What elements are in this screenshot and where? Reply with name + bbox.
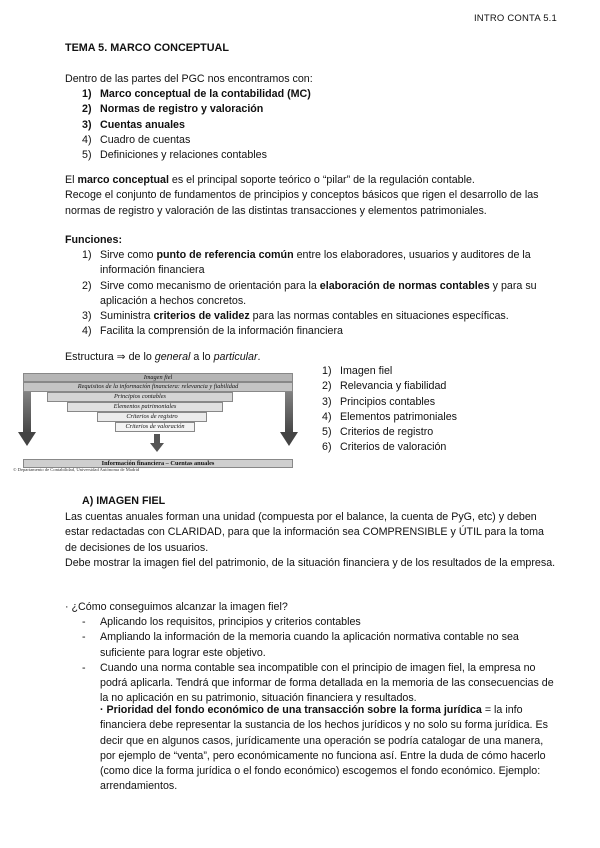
diagram-bar: Criterios de valoración: [115, 422, 195, 432]
imagen-fiel-question: · ¿Cómo conseguimos alcanzar la imagen fiel?: [65, 601, 288, 613]
list-item: 4) Elementos patrimoniales: [322, 410, 458, 423]
section-a-paragraph-1: Las cuentas anuales forman una unidad (compuesta por el balance, la cuenta de PyG, etc) y deben estar redactadas con CLARIDAD, para que la información sea COMPRENSIBLE y ÚTIL para la toma de decisiones de los usuarios.: [65, 511, 544, 554]
list-item: 1) Marco conceptual de la contabilidad (MC): [82, 88, 311, 100]
section-a-heading: A) IMAGEN FIEL: [82, 495, 166, 507]
diagram-bar: Principios contables: [47, 392, 233, 402]
diagram-bar: Requisitos de la información financiera: relevancia y fiabilidad: [23, 382, 293, 392]
marco-conceptual-paragraph: El marco conceptual es el principal soporte teórico o “pilar” de la regulación contable. Recoge el conjunto de fundamentos de principios y conceptos básicos que rigen el desarrollo de las normas de registro y valoración de las distintas transacciones y elementos patrimoniales.: [65, 174, 539, 217]
diagram-bar: Criterios de registro: [97, 412, 207, 422]
list-item: 3) Principios contables: [322, 395, 436, 408]
list-item: 2) Sirve como mecanismo de orientación para la elaboración de normas contables y para su aplicación a hechos concretos.: [82, 279, 537, 307]
section-a-paragraph-2: Debe mostrar la imagen fiel del patrimonio, de la situación financiera y de los resultados de la empresa.: [65, 557, 556, 569]
structure-list: [322, 364, 552, 456]
list-item: 2) Relevancia y fiabilidad: [322, 380, 447, 393]
list-item: - Ampliando la información de la memoria cuando la aplicación normativa contable no sea suficiente para lograr este objetivo.: [82, 631, 519, 659]
list-item: - Aplicando los requisitos, principios y criterios contables: [82, 616, 361, 628]
list-item: 3) Cuentas anuales: [82, 118, 185, 131]
imagen-fiel-bullets: [82, 615, 557, 707]
list-item: - Cuando una norma contable sea incompatible con el principio de imagen fiel, la empresa no podrá aplicarla. Tendrá que informar de forma detallada en la memoria de las consecuencias de la no aplicación en su patrimonio, situación financiera y resultados.: [82, 661, 554, 705]
center-down-arrow-icon: [151, 434, 163, 454]
funciones-list: [82, 248, 557, 340]
list-item: 4) Cuadro de cuentas: [82, 133, 191, 146]
diagram-bottom-bar: Información financiera – Cuentas anuales: [23, 459, 293, 468]
estructura-line: Estructura ⇒ de lo general a lo particular.: [65, 351, 261, 363]
list-item: 3) Suministra criterios de validez para las normas contables en situaciones específicas.: [82, 310, 509, 323]
list-item: 4) Facilita la comprensión de la información financiera: [82, 325, 343, 338]
intro-text: Dentro de las partes del PGC nos encontramos con:: [65, 73, 313, 85]
list-item: 6) Criterios de valoración: [322, 441, 447, 454]
list-item: 5) Definiciones y relaciones contables: [82, 149, 267, 162]
list-item: 1) Imagen fiel: [322, 365, 393, 377]
funciones-heading: Funciones:: [65, 234, 123, 246]
prioridad-paragraph: · Prioridad del fondo económico de una transacción sobre la forma jurídica = la info financiera debe representar la sustancia de los hechos jurídicos y no solo su forma jurídica. Es decir que en algunos casos, jurídicamente una operación se podría catalogar de una manera, por ejemplo de “venta”, pero económicamente no funciona así. Entre la duda de cómo hacerlo (como dice la forma jurídica o el fondo económico) escogemos el fondo económico. Ejemplo: arrendamientos.: [100, 704, 548, 793]
list-item: 1) Sirve como punto de referencia común entre los elaboradores, usuarios y auditores de la información financiera: [82, 249, 531, 277]
diagram-credit: © Departamento de Contabilidad, Universidad Autónoma de Madrid: [13, 467, 140, 472]
page-title: TEMA 5. MARCO CONCEPTUAL: [65, 42, 229, 54]
diagram-bar: Imagen fiel: [23, 373, 293, 382]
structure-diagram: [13, 368, 303, 473]
diagram-bar: Elementos patrimoniales: [67, 402, 223, 412]
list-item: 2) Normas de registro y valoración: [82, 103, 264, 116]
parts-list: [82, 87, 552, 163]
list-item: 5) Criterios de registro: [322, 426, 434, 439]
page-header-code: INTRO CONTA 5.1: [473, 13, 557, 24]
